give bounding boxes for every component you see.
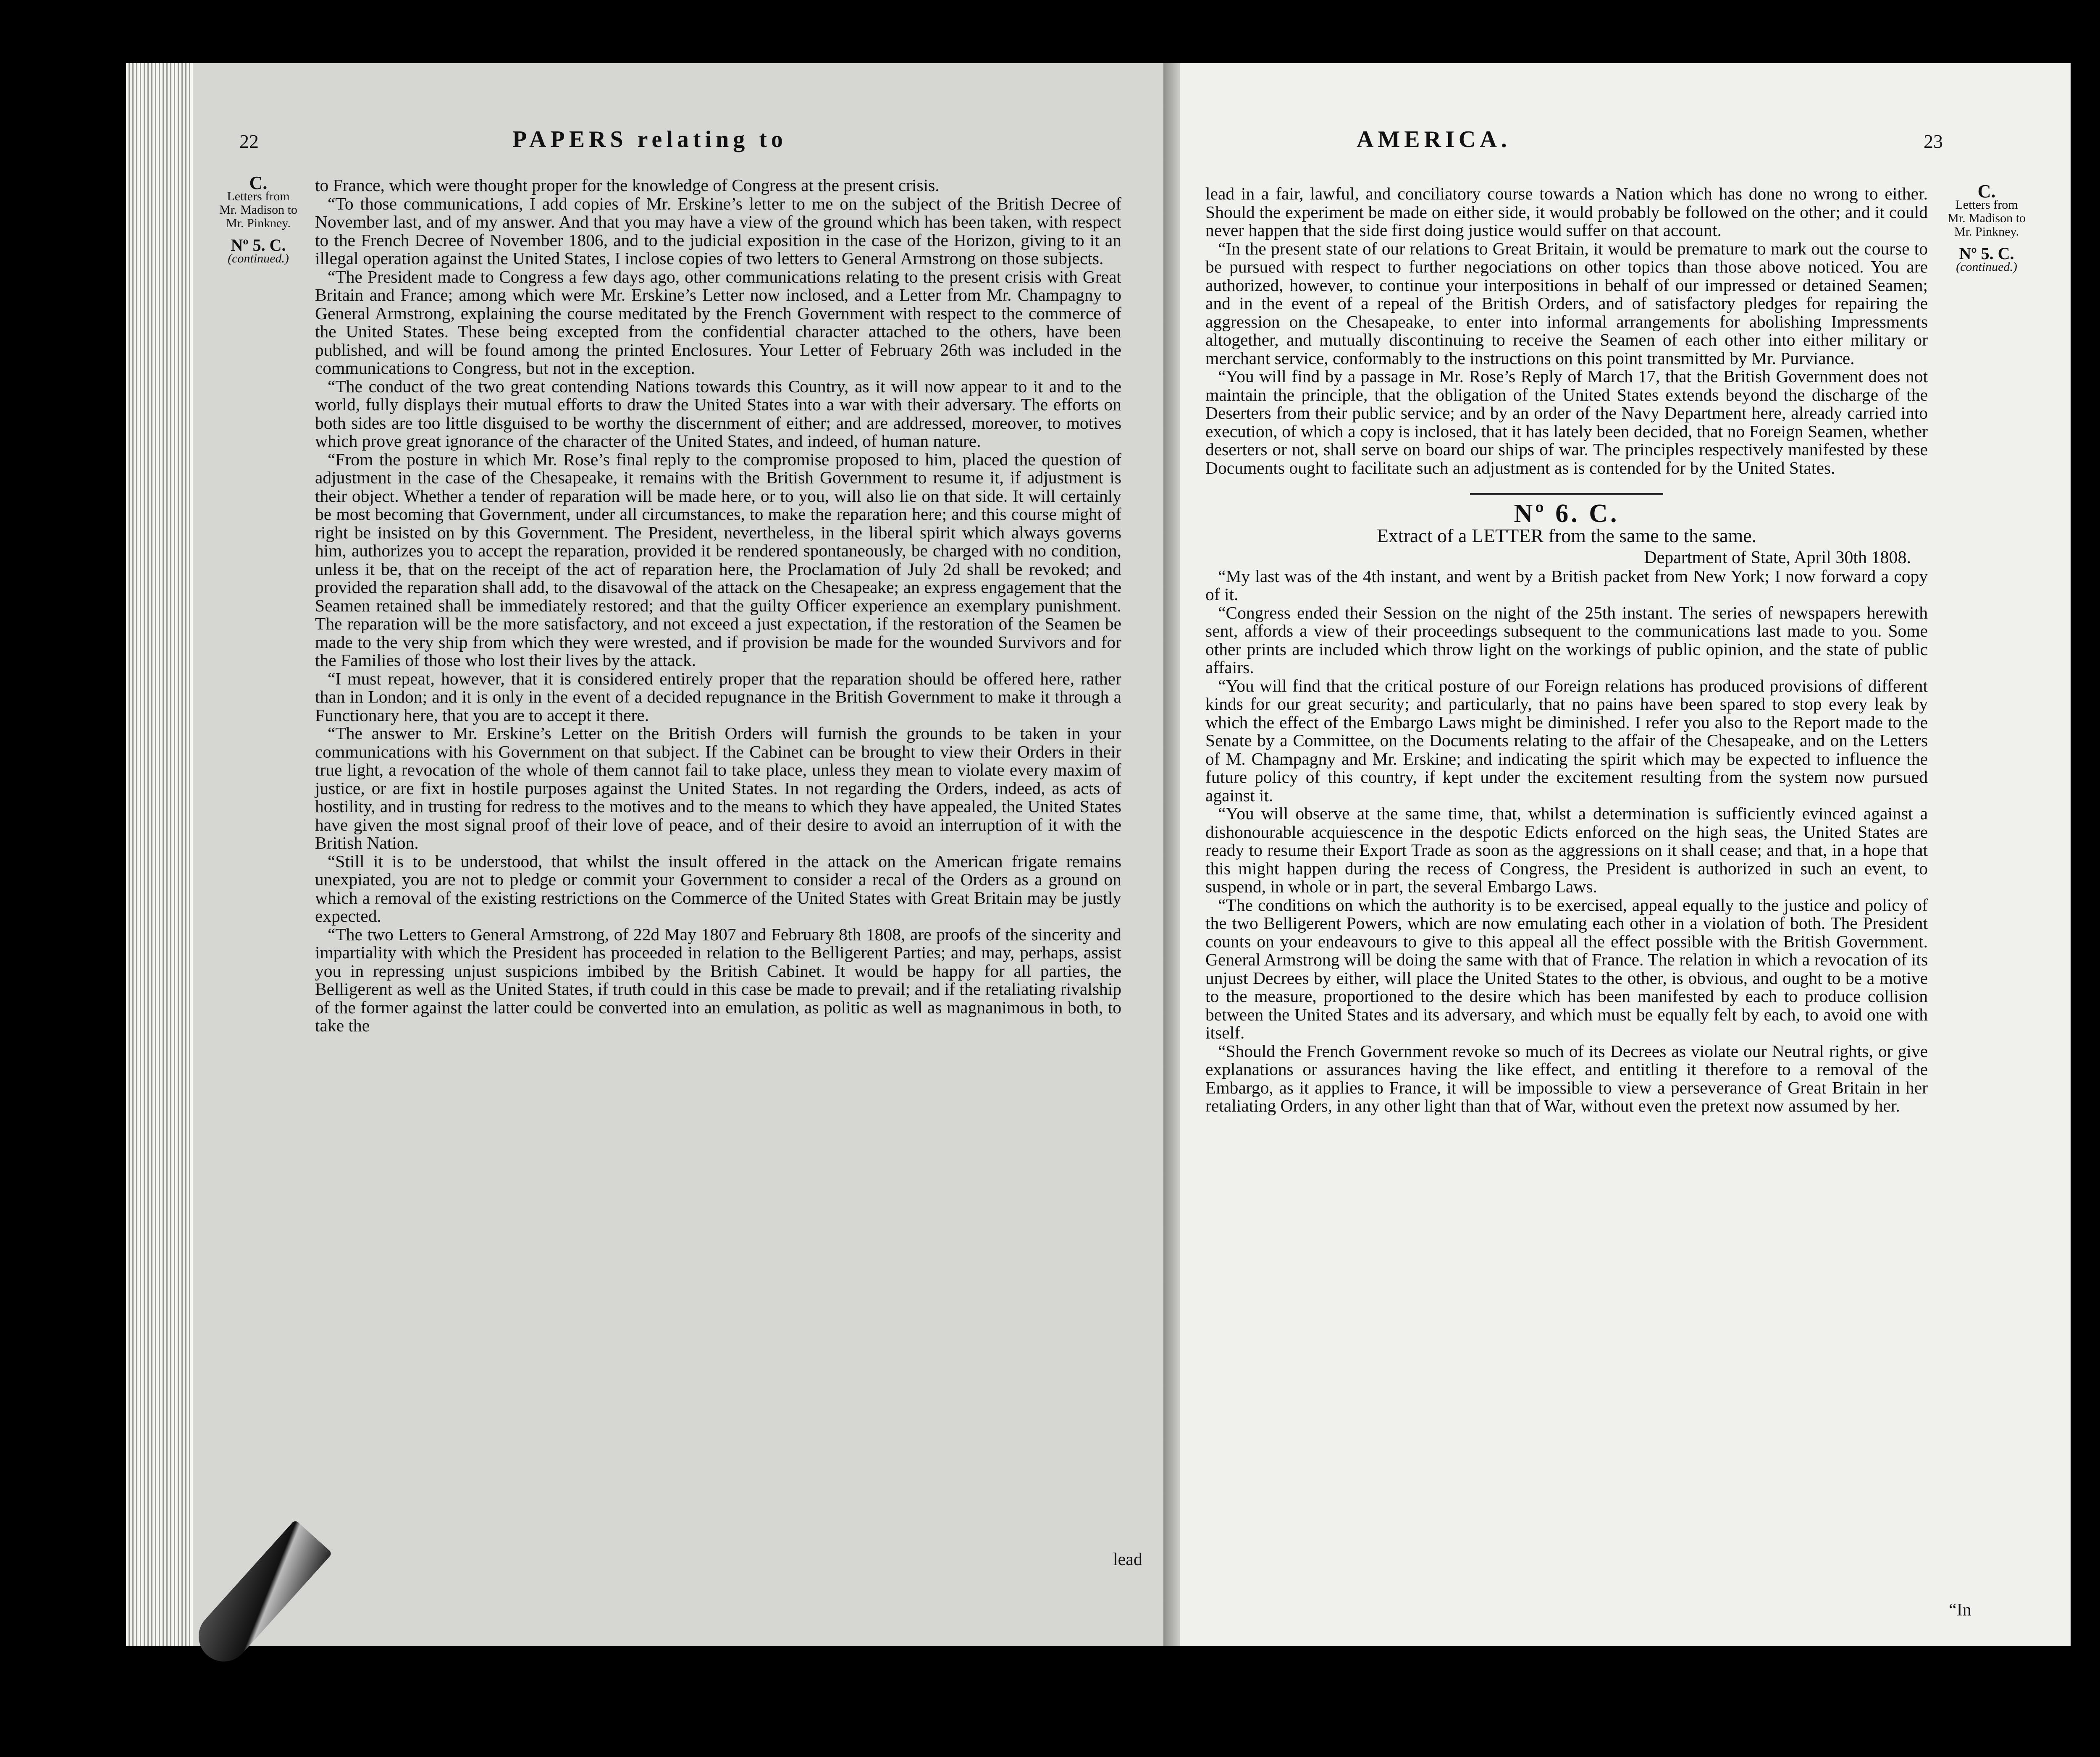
letter-number: Nº 6. C. <box>1514 499 1620 528</box>
right-margin-number: Nº 5. C. <box>1959 244 2014 263</box>
right-margin-code: C. <box>1977 181 1996 202</box>
book-spread <box>126 63 2024 1646</box>
paragraph: “You will find by a passage in Mr. Rose’s Reply of March 17, that the British Government does not maintain the principle, that the obligation of the United States extends beyond the discharge of the Deserters from their public service; and by an order of the Navy Department here, already carried into execution, of which a copy is inclosed, that it has lately been decided, that no Foreign Seamen, whether deserters or not, shall serve on board our ships of war. The principles respectively manifested by these Documents ought to facilitate such an adjustment as is contended for by the United States. <box>1205 367 1928 477</box>
paragraph: “The conditions on which the authority is to be exercised, appeal equally to the justice and policy of the two Belligerent Powers, which are now emulating each other in a violation of both. The President counts on your endeavours to give to this appeal all the effect possible with the British Government. General Armstrong will be doing the same with that of France. The relation in which a revocation of its unjust Decrees by either, will place the United States to the other, is obvious, and ought to be a motive to the measure, proportioned to the desire which has been manifested by each to produce collision between the United States and its adversary, and which must be equally felt by each, to avoid one with itself. <box>1205 895 1928 1042</box>
section-rule <box>1470 493 1663 495</box>
right-running-head: AMERICA. <box>1357 126 1511 152</box>
left-body-text <box>315 176 1121 1035</box>
left-running-head: PAPERS relating to <box>512 126 787 152</box>
paragraph: “In the present state of our relations to Great Britain, it would be premature to mark out the course to be pursued with respect to further negociations on other topics than those above noticed. You are authorized, however, to continue your interpositions in behalf of our impressed or detained Seamen; and in the event of a repeal of the British Orders, and of satisfactory pledges for repairing the aggression on the Chesapeake, to enter into informal arrangements for abolishing Impressments altogether, and mutually discontinuing to receive the Seamen of each other into either military or merchant service, conformably to the instructions on this point transmitted by Mr. Purviance. <box>1205 239 1928 368</box>
page-edges <box>126 63 193 1646</box>
paragraph: “The conduct of the two great contending Nations towards this Country, as it will now appear to it and to the world, fully displays their mutual efforts to draw the United States into a war with their adversary. The efforts on both sides are too little disguised to be worthy the discernment of either; and are addressed, moreover, to motives which prove great ignorance of the character of the United States, and indeed, of human nature. <box>315 376 1121 451</box>
paragraph: “To those communications, I add copies of Mr. Erskine’s letter to me on the subject of the British Decree of November last, and of my answer. And that you may have a view of the ground which has been taken, with respect to the French Decree of November 1806, and to the judicial exposition in the case of the Horizon, giving to it an illegal operation against the United States, I inclose copies of two letters to General Armstrong on those subjects. <box>315 194 1121 268</box>
right-page <box>1180 63 2071 1646</box>
paragraph: lead in a fair, lawful, and conciliatory course towards a Nation which has done no wrong to either. Should the experiment be made on either side, it would probably be followed on the other; and it could never happen that the side first doing justice would suffer on that account. <box>1205 184 1928 240</box>
paragraph: “You will observe at the same time, that, whilst a determination is sufficiently evinced against a dishonourable acquiescence in the despotic Edicts enforced on the high seas, the United States are ready to resume their Export Trade as soon as the aggressions on it shall cease; and that, in a hope that this might happen during the recess of Congress, the President is authorized in such an event, to suspend, in whole or in part, the several Embargo Laws. <box>1205 804 1928 896</box>
right-catchword: “In <box>1949 1600 1971 1620</box>
paragraph: “From the posture in which Mr. Rose’s final reply to the compromise proposed to him, placed the question of adjustment in the case of the Chesapeake, it remains with the British Government to resume it, if adjustment is their object. Whether a tender of reparation will be made here, or to you, will also lie on that side. It will certainly be most becoming that Government, under all circumstances, to make the reparation here; and this course might of right be insisted on by this Government. The President, nevertheless, in the liberal spirit which always governs him, authorizes you to accept the reparation, provided it be rendered spontaneously, be charged with no condition, unless it be, that on the receipt of the act of reparation here, the Proclamation of July 2d shall be revoked; and provided the reparation shall add, to the disavowal of the attack on the Chesapeake; an express engagement that the Seamen retained shall be immediately restored; and that the guilty Officer experience an exemplary punishment. The reparation will be the more satisfactory, and not exceed a just expectation, if the restoration of the Seamen be made to the very ship from which they were wrested, and if provision be made for the wounded Survivors and for the Families of those who lost their lives by the attack. <box>315 449 1121 670</box>
extract-line: Extract of a LETTER from the same to the same. <box>1376 524 1757 546</box>
left-margin-line: Mr. Madison to <box>219 203 297 217</box>
paragraph: “Still it is to be understood, that whilst the insult offered in the attack on the American frigate remains unexpiated, you are not to pledge or commit your Government to consider a recal of the Orders as a ground on which a removal of the existing restrictions on the Commerce of the United States with Great Britain may be justly expected. <box>315 851 1121 926</box>
dateline: Department of State, April 30th 1808. <box>1644 548 1911 567</box>
left-page-number: 22 <box>239 131 259 152</box>
paragraph: “Congress ended their Session on the night of the 25th instant. The series of newspapers herewith sent, affords a view of their proceedings subsequent to the communications last made to you. Some other prints are included which throw light on the workings of public opinion, and the state of public affairs. <box>1205 603 1928 677</box>
left-margin-continued: (continued.) <box>228 252 289 265</box>
paragraph: “My last was of the 4th instant, and went by a British packet from New York; I now forward a copy of it. <box>1205 566 1928 604</box>
left-margin-code: C. <box>249 173 268 193</box>
paragraph: “You will find that the critical posture of our Foreign relations has produced provisions of different kinds for our great security; and particularly, that no pains have been spared to stop every leak by which the effect of the Embargo Laws might be diminished. I refer you also to the Report made to the Senate by a Committee, on the Documents relating to the affair of the Chesapeake, and on the Letters of M. Champagny and Mr. Erskine; and indicating the spirit which may be expected to influence the future policy of this country, if kept under the excitement resulting from the system now pursued against it. <box>1205 676 1928 805</box>
left-margin-note <box>210 173 307 265</box>
right-margin-line: Mr. Pinkney. <box>1954 225 2019 239</box>
left-margin-line: Mr. Pinkney. <box>226 216 291 230</box>
left-margin-number: Nº 5. C. <box>231 236 286 254</box>
right-margin-line: Letters from <box>1955 198 2018 212</box>
right-page-number: 23 <box>1924 131 1943 152</box>
paragraph: “I must repeat, however, that it is considered entirely proper that the reparation should be offered here, rather than in London; and it is only in the event of a decided repugnance in the British Government to make it through a Functionary here, that you are to accept it there. <box>315 669 1121 725</box>
paragraph: to France, which were thought proper for the knowledge of Congress at the present crisis. <box>315 176 940 195</box>
paragraph: “The President made to Congress a few days ago, other communications relating to the present crisis with Great Britain and France; among which were Mr. Erskine’s Letter now inclosed, and a Letter from Mr. Champagny to General Armstrong, explaining the course meditated by the French Government with respect to the commerce of the United States. These being excepted from the confidential character attached to the others, have been published, and will be found among the printed Enclosures. Your Letter of February 26th was included in the communications to Congress, but not in the exception. <box>315 267 1121 378</box>
paragraph: “Should the French Government revoke so much of its Decrees as violate our Neutral rights, or give explanations or assurances having the like effect, and entitling it therefore to a removal of the Embargo, as it applies to France, it will be impossible to view a perseverance of Great Britain in her retaliating Orders, in any other light than that of War, without even the pretext now assumed by her. <box>1205 1041 1928 1115</box>
right-margin-continued: (continued.) <box>1956 260 2017 274</box>
letter-heading <box>1205 493 1928 545</box>
right-margin-note <box>1936 181 2037 274</box>
left-page <box>193 63 1180 1646</box>
paragraph: “The answer to Mr. Erskine’s Letter on the British Orders will furnish the grounds to be taken in your communications with his Government on that subject. If the Cabinet can be brought to view their Orders in their true light, a revocation of the whole of them cannot fail to take place, unless they mean to violate every maxim of justice, or are fixt in hostile purposes against the United States. In not regarding the Orders, indeed, as acts of hostility, and in trusting for redress to the motives and to the means to which they have appealed, the United States have given the most signal proof of their love of peace, and of their desire to avoid an interruption of it with the British Nation. <box>315 724 1121 852</box>
right-margin-line: Mr. Madison to <box>1948 211 2026 225</box>
left-catchword: lead <box>1113 1550 1142 1569</box>
paragraph: “The two Letters to General Armstrong, of 22d May 1807 and February 8th 1808, are proofs of the sincerity and impartiality with which the President has proceeded in relation to the Belligerent Parties; and may, perhaps, assist you in repressing unjust suspicions imbibed by the British Cabinet. It would be happy for all parties, the Belligerent as well as the United States, if truth could in this case be made to prevail; and if the retaliating rivalship of the former against the latter could be converted into an emulation, as politic as well as magnanimous in both, to take the <box>315 924 1121 1035</box>
left-margin-line: Letters from <box>227 189 290 203</box>
right-body-text <box>1205 185 1928 1115</box>
